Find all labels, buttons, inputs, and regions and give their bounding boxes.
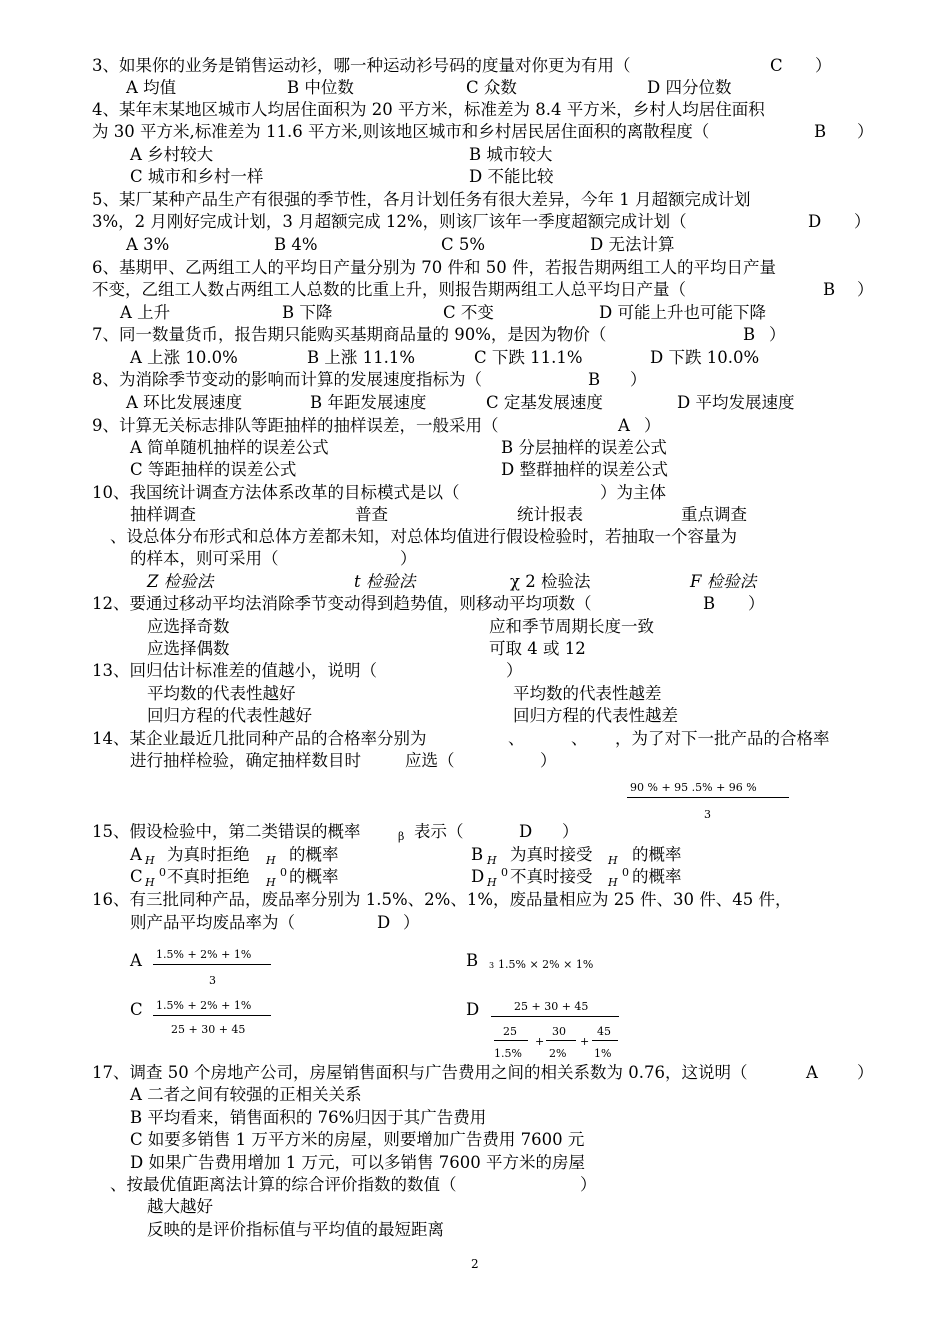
q15-option-c-h2: H: [266, 876, 276, 889]
q17-close: ）: [857, 1063, 874, 1082]
q15-option-d-label: D: [471, 867, 485, 886]
q3-option-d: D 四分位数: [647, 78, 732, 97]
q16-option-d-numerator: 25 + 30 + 45: [514, 1000, 589, 1013]
q17-stem: 17、调查 50 个房地产公司，房屋销售面积与广告费用之间的相关系数为 0.76，这说明（: [92, 1063, 748, 1082]
q16-option-c-numerator: 1.5% + 2% + 1%: [156, 999, 252, 1012]
q4-option-d: D 不能比较: [469, 167, 554, 186]
q15-option-c-end: 的概率: [289, 867, 339, 886]
q8-option-c: C 定基发展速度: [486, 393, 603, 412]
q16-line2: 则产品平均废品率为（: [130, 913, 295, 932]
q7-stem: 7、同一数量货币，报告期只能购买基期商品量的 90%，是因为物价（: [92, 325, 607, 344]
q9-option-b: B 分层抽样的误差公式: [501, 438, 667, 457]
q15-option-c-mid: 不真时拒绝: [167, 867, 250, 886]
q11-line1: 、设总体分布形式和总体方差都未知，对总体均值进行假设检验时，若抽取一个容量为: [110, 527, 737, 546]
q14-line2b: 应选（: [405, 751, 455, 770]
q13-option-d: 回归方程的代表性越差: [513, 706, 678, 725]
q8-answer: B: [588, 370, 601, 389]
q15-option-a-h1: H: [145, 854, 155, 867]
q15-option-d-mid: 不真时接受: [510, 867, 593, 886]
q3-close: ）: [815, 56, 832, 75]
q16-option-d-term2-bar: [546, 1040, 576, 1041]
q12-option-c: 应选择偶数: [147, 639, 230, 658]
q16-option-d-term1-top: 25: [503, 1025, 517, 1038]
q15-close: ）: [562, 822, 579, 841]
q9-stem: 9、计算无关标志排队等距抽样的抽样误差，一般采用（: [92, 416, 499, 435]
q7-close: ）: [769, 325, 786, 344]
q5-option-c: C 5%: [441, 235, 486, 254]
q14-fraction-bar: [627, 797, 789, 798]
q4-answer: B: [814, 122, 827, 141]
q14-line1: 14、某企业最近几批同种产品的合格率分别为: [92, 729, 427, 748]
q11-option-b: t 检验法: [354, 572, 416, 591]
q15-option-c-zero1: 0: [159, 866, 166, 879]
q11-option-c: χ 2 检验法: [510, 572, 591, 591]
q11-line2: 的样本，则可采用（: [130, 549, 279, 568]
q16-option-d-term1-bottom: 1.5%: [494, 1047, 522, 1060]
q10-option-c: 统计报表: [517, 505, 583, 524]
q14-formula-numerator: 90 % + 95 .5% + 96 %: [630, 781, 757, 794]
q3-answer: C: [770, 56, 783, 75]
q17-option-c: C 如要多销售 1 万平方米的房屋，则要增加广告费用 7600 元: [130, 1130, 585, 1149]
q16-option-d-label: D: [466, 1000, 480, 1019]
q17-option-a: A 二者之间有较强的正相关关系: [130, 1085, 362, 1104]
q15-option-d-end: 的概率: [632, 867, 682, 886]
q16-option-d-term3-bar: [592, 1040, 618, 1041]
q12-option-a: 应选择奇数: [147, 617, 230, 636]
q16-option-c-denominator: 25 + 30 + 45: [171, 1023, 246, 1036]
q16-option-d-term3-bottom: 1%: [594, 1047, 612, 1060]
q4-option-c: C 城市和乡村一样: [130, 167, 264, 186]
q7-option-b: B 上涨 11.1%: [307, 348, 416, 367]
q6-option-d: D 可能上升也可能下降: [599, 303, 766, 322]
q6-option-c: C 不变: [443, 303, 494, 322]
q6-line2: 不变，乙组工人数占两组工人总数的比重上升，则报告期两组工人总平均日产量（: [92, 280, 686, 299]
q16-option-d-term3-top: 45: [597, 1025, 611, 1038]
q16-option-d-plus2: +: [580, 1035, 590, 1048]
q16-option-a-fraction-bar: [153, 964, 271, 965]
q7-answer: B: [743, 325, 756, 344]
q4-option-b: B 城市较大: [469, 145, 553, 164]
q3-option-b: B 中位数: [287, 78, 354, 97]
q15-option-b-label: B: [471, 845, 484, 864]
q16-close: ）: [403, 913, 420, 932]
q4-option-a: A 乡村较大: [130, 145, 214, 164]
q12-option-b: 应和季节周期长度一致: [489, 617, 654, 636]
q16-option-c-label: C: [130, 1000, 143, 1019]
q14-sep1: 、: [508, 729, 525, 748]
q10-option-a: 抽样调查: [130, 505, 196, 524]
q11-close: ）: [400, 549, 417, 568]
q5-answer: D: [808, 212, 822, 231]
q15-option-b-end: 的概率: [632, 845, 682, 864]
q17-option-b: B 平均看来，销售面积的 76%归因于其广告费用: [130, 1108, 487, 1127]
q6-close: ）: [857, 280, 874, 299]
q14-formula-denominator: 3: [704, 808, 711, 821]
q16-option-d-term1-bar: [494, 1040, 528, 1041]
q7-option-c: C 下跌 11.1%: [474, 348, 583, 367]
q15-option-d-h1: H: [487, 876, 497, 889]
q18-option-1: 越大越好: [147, 1197, 213, 1216]
q17-option-d: D 如果广告费用增加 1 万元，可以多销售 7600 平方米的房屋: [130, 1153, 585, 1172]
q14-line1b: ，为了对下一批产品的合格率: [615, 729, 830, 748]
q12-option-d: 可取 4 或 12: [489, 639, 586, 658]
q4-close: ）: [857, 122, 874, 141]
q3-stem: 3、如果你的业务是销售运动衫，哪一种运动衫号码的度量对你更为有用（: [92, 56, 631, 75]
q16-option-a-label: A: [130, 951, 142, 970]
q16-option-d-term2-bottom: 2%: [549, 1047, 567, 1060]
q16-option-d-main-bar: [491, 1016, 619, 1017]
q8-option-b: B 年距发展速度: [310, 393, 427, 412]
q15-option-c-h1: H: [145, 876, 155, 889]
q9-option-d: D 整群抽样的误差公式: [501, 460, 668, 479]
q16-option-a-denominator: 3: [209, 974, 216, 987]
q13-option-c: 回归方程的代表性越好: [147, 706, 312, 725]
q16-option-d-term2-top: 30: [552, 1025, 566, 1038]
q16-answer: D: [377, 913, 391, 932]
q13-option-b: 平均数的代表性越差: [513, 684, 662, 703]
q5-line2: 3%，2 月刚好完成计划，3 月超额完成 12%，则该厂该年一季度超额完成计划（: [92, 212, 687, 231]
q16-option-b-label: B: [466, 951, 479, 970]
q9-option-c: C 等距抽样的误差公式: [130, 460, 297, 479]
q5-option-a: A 3%: [126, 235, 170, 254]
q16-option-d-plus1: +: [535, 1035, 545, 1048]
q6-option-a: A 上升: [120, 303, 171, 322]
q13-stem: 13、回归估计标准差的值越小，说明（: [92, 661, 377, 680]
q15-option-a-mid: 为真时拒绝: [167, 845, 250, 864]
q4-line1: 4、某年末某地区城市人均居住面积为 20 平方米，标准差为 8.4 平方米，乡村人均居住面积: [92, 100, 765, 119]
q11-option-d: F 检验法: [690, 572, 757, 591]
q8-option-a: A 环比发展速度: [126, 393, 243, 412]
q10-close: ）为主体: [600, 483, 666, 502]
q15-option-c-label: C: [130, 867, 143, 886]
q13-option-a: 平均数的代表性越好: [147, 684, 296, 703]
q5-option-b: B 4%: [274, 235, 318, 254]
q10-option-d: 重点调查: [681, 505, 747, 524]
q4-line2: 为 30 平方米,标准差为 11.6 平方米,则该地区城市和乡村居民居住面积的离散程度（: [92, 122, 710, 141]
q8-option-d: D 平均发展速度: [677, 393, 795, 412]
q6-answer: B: [823, 280, 836, 299]
q9-option-a: A 简单随机抽样的误差公式: [130, 438, 329, 457]
q15-option-a-h2: H: [266, 854, 276, 867]
q5-option-d: D 无法计算: [590, 235, 675, 254]
q15-option-c-zero2: 0: [280, 866, 287, 879]
q18-stem: 、按最优值距离法计算的综合评价指数的数值（: [110, 1175, 457, 1194]
q16-option-b-root-index: 3: [489, 961, 495, 970]
q15-beta-symbol: β: [398, 830, 405, 843]
q9-close: ）: [644, 416, 661, 435]
q9-answer: A: [618, 416, 630, 435]
q15-stem: 15、假设检验中，第二类错误的概率: [92, 822, 361, 841]
q8-stem: 8、为消除季节变动的影响而计算的发展速度指标为（: [92, 370, 482, 389]
q7-option-a: A 上涨 10.0%: [130, 348, 238, 367]
q8-close: ）: [630, 370, 647, 389]
q5-line1: 5、某厂某种产品生产有很强的季节性，各月计划任务有很大差异，今年 1 月超额完成计划: [92, 190, 751, 209]
q6-option-b: B 下降: [282, 303, 333, 322]
q12-close: ）: [748, 594, 765, 613]
page-number: 2: [471, 1257, 479, 1271]
q16-option-a-numerator: 1.5% + 2% + 1%: [156, 948, 252, 961]
q15-option-b-h2: H: [608, 854, 618, 867]
q10-option-b: 普查: [355, 505, 388, 524]
q16-option-b-expression: 1.5% × 2% × 1%: [498, 958, 594, 971]
q15-option-d-zero2: 0: [622, 866, 629, 879]
q15-option-a-label: A: [130, 845, 142, 864]
q14-line2: 进行抽样检验，确定抽样数目时: [130, 751, 361, 770]
q18-close: ）: [580, 1175, 597, 1194]
q14-close: ）: [540, 751, 557, 770]
q12-answer: B: [703, 594, 716, 613]
q15-answer: D: [519, 822, 533, 841]
q16-option-c-fraction-bar: [153, 1015, 271, 1016]
q6-line1: 6、基期甲、乙两组工人的平均日产量分别为 70 件和 50 件，若报告期两组工人的平均日产量: [92, 258, 776, 277]
q10-stem: 10、我国统计调查方法体系改革的目标模式是以（: [92, 483, 460, 502]
q12-stem: 12、要通过移动平均法消除季节变动得到趋势值，则移动平均项数（: [92, 594, 592, 613]
q14-sep2: 、: [571, 729, 588, 748]
q3-option-a: A 均值: [126, 78, 177, 97]
q3-option-c: C 众数: [466, 78, 517, 97]
q15-option-d-h2: H: [608, 876, 618, 889]
q11-option-a: Z 检验法: [147, 572, 214, 591]
q7-option-d: D 下跌 10.0%: [650, 348, 760, 367]
q18-option-2: 反映的是评价指标值与平均值的最短距离: [147, 1220, 444, 1239]
q15-option-b-mid: 为真时接受: [510, 845, 593, 864]
q13-close: ）: [506, 661, 523, 680]
q15-option-b-h1: H: [487, 854, 497, 867]
q16-line1: 16、有三批同种产品，废品率分别为 1.5%、2%、1%，废品量相应为 25 件、30 件、45 件，: [92, 890, 792, 909]
q15-option-a-end: 的概率: [289, 845, 339, 864]
q15-option-d-zero1: 0: [501, 866, 508, 879]
q5-close: ）: [854, 212, 871, 231]
q15-stem2: 表示（: [414, 822, 464, 841]
q17-answer: A: [806, 1063, 818, 1082]
